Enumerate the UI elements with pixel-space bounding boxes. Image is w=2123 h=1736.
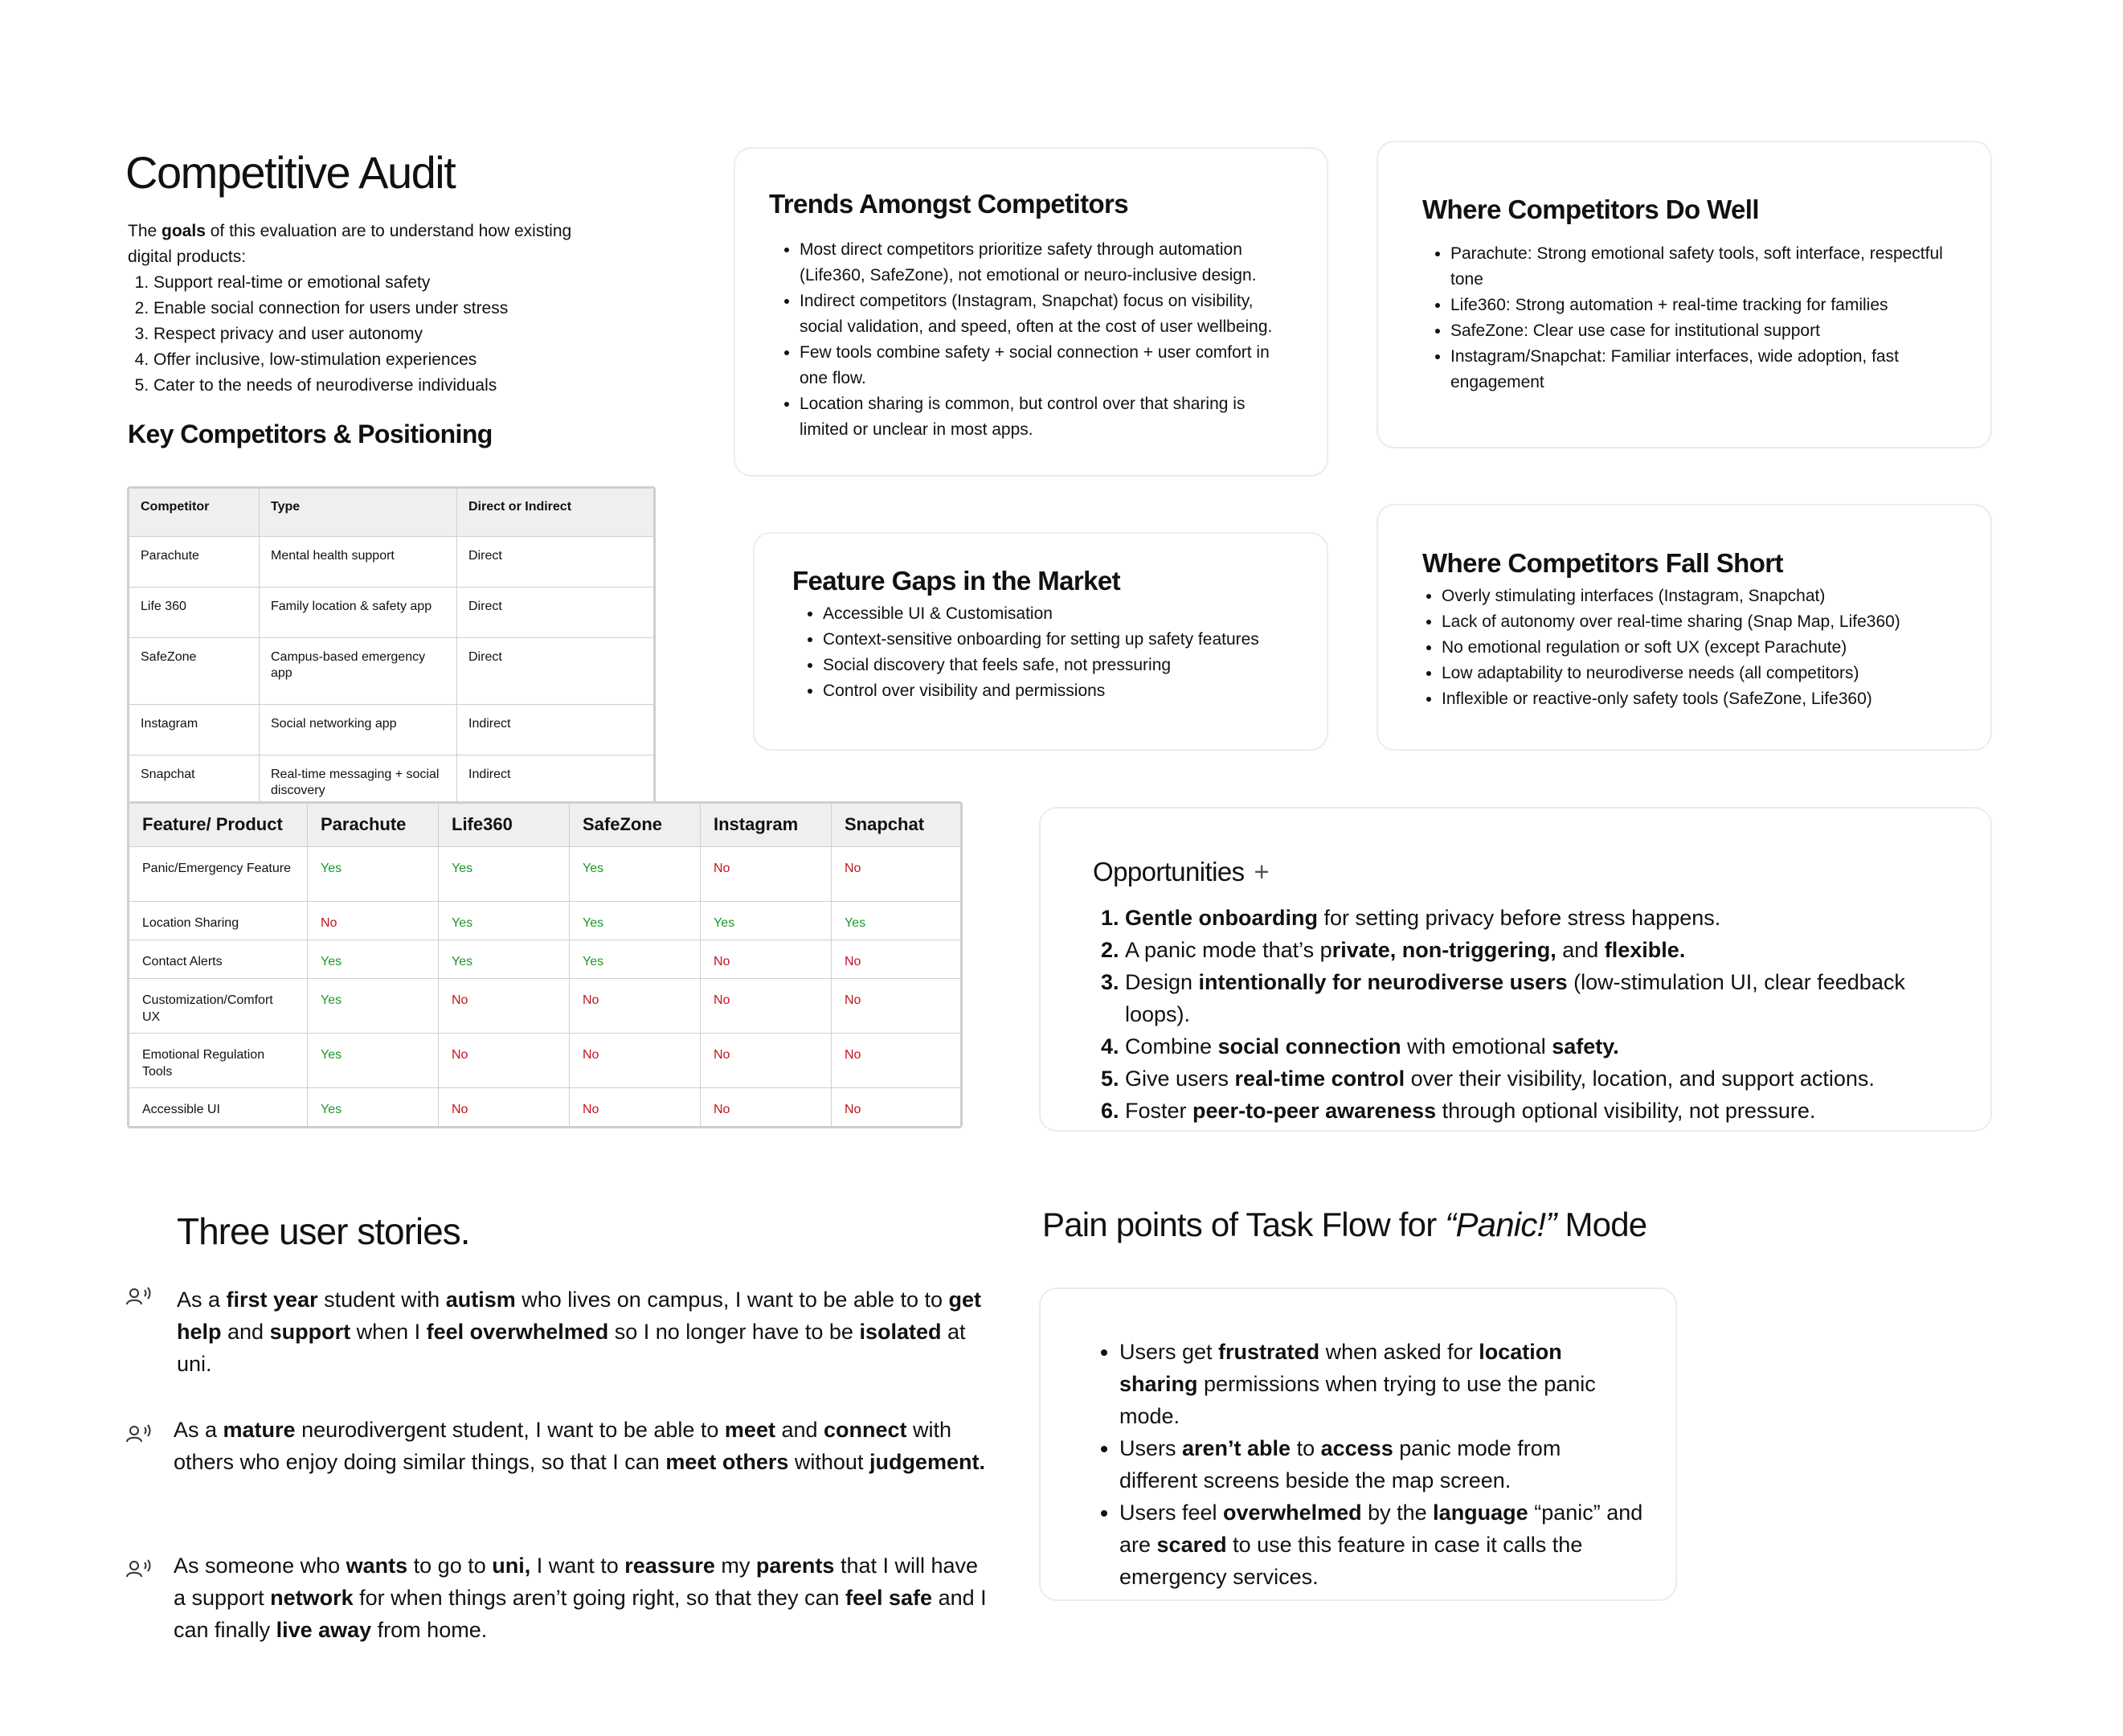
text-run: to go to	[407, 1554, 493, 1578]
table-cell: Snapchat	[129, 755, 260, 822]
feature-cell: Accessible UI	[129, 1088, 308, 1127]
value-cell: No	[832, 1034, 961, 1088]
table-row	[129, 979, 961, 1034]
value-cell: Yes	[308, 1088, 439, 1127]
value-cell: Yes	[439, 902, 570, 940]
text-run: from home.	[371, 1618, 488, 1642]
goals-intro-bold: goals	[162, 222, 206, 240]
emphasis-text: peer-to-peer awareness	[1192, 1099, 1437, 1123]
list-item: • Control over visibility and permissions	[823, 678, 1295, 704]
text-run: my	[714, 1554, 756, 1578]
list-item	[1125, 1095, 1958, 1127]
value-cell: Yes	[832, 902, 961, 940]
value-cell: Yes	[439, 847, 570, 902]
goal-item: 4. Offer inclusive, low-stimulation experiences	[153, 347, 610, 373]
goal-item: 1. Support real-time or emotional safety	[153, 270, 610, 296]
feature-gaps-list	[792, 601, 1295, 704]
text-run: As a	[174, 1418, 223, 1442]
list-item: • Most direct competitors prioritize safety through automation (Life360, SafeZone), not emotional or neuro-inclusive design.	[800, 237, 1295, 289]
text-run: Combine	[1125, 1034, 1218, 1058]
user-story	[177, 1284, 996, 1380]
list-item	[1125, 1030, 1958, 1062]
emphasis-text: overwhelmed	[1223, 1501, 1362, 1525]
card-title: Trends Amongst Competitors	[769, 189, 1129, 219]
goals-intro-pre: The	[128, 222, 162, 240]
text-run: over their visibility, location, and support actions.	[1405, 1067, 1875, 1091]
emphasis-text: access	[1320, 1436, 1393, 1460]
value-cell: No	[308, 902, 439, 940]
list-item: • Inflexible or reactive-only safety tools (SafeZone, Life360)	[1442, 686, 1958, 712]
text-run: As someone who	[174, 1554, 346, 1578]
value-cell: No	[832, 847, 961, 902]
text-run: for when things aren’t going right, so that they can	[353, 1586, 845, 1610]
feature-comparison-table	[127, 801, 963, 1128]
list-item: • Context-sensitive onboarding for setting up safety features	[823, 627, 1295, 653]
list-item	[1125, 902, 1958, 934]
text-run: for setting privacy before stress happens.	[1318, 906, 1721, 930]
table-row	[129, 537, 654, 588]
table-header: Snapchat	[832, 804, 961, 847]
emphasis-text: flexible.	[1604, 938, 1686, 962]
value-cell: No	[832, 1088, 961, 1127]
table-cell: Instagram	[129, 705, 260, 755]
list-item: • Few tools combine safety + social connection + user comfort in one flow.	[800, 340, 1295, 391]
emphasis-text: network	[270, 1586, 354, 1610]
list-item: • No emotional regulation or soft UX (except Parachute)	[1442, 635, 1958, 661]
table-header: Parachute	[308, 804, 439, 847]
emphasis-text: get help	[177, 1288, 982, 1344]
table-row	[129, 638, 654, 705]
user-story	[174, 1550, 993, 1646]
list-item: • Parachute: Strong emotional safety tools, soft interface, respectful tone	[1450, 241, 1958, 293]
text-run: to	[1291, 1436, 1321, 1460]
value-cell: Yes	[570, 902, 701, 940]
table-cell: Direct	[457, 638, 654, 705]
emphasis-text: wants	[346, 1554, 408, 1578]
pain-points-card	[1039, 1288, 1677, 1601]
value-cell: No	[570, 979, 701, 1034]
pain-points-list	[1089, 1336, 1643, 1593]
goals-list	[128, 270, 610, 399]
value-cell: Yes	[701, 902, 832, 940]
value-cell: Yes	[308, 979, 439, 1034]
table-row	[129, 847, 961, 902]
table-cell: Real-time messaging + social discovery	[260, 755, 457, 822]
user-stories-heading: Three user stories.	[177, 1210, 470, 1252]
list-item: • Lack of autonomy over real-time sharing (Snap Map, Life360)	[1442, 609, 1958, 635]
list-item: • Indirect competitors (Instagram, Snapchat) focus on visibility, social validation, and speed, often at the cost of user wellbeing.	[800, 289, 1295, 340]
text-run: panic mode from different screens beside the map screen.	[1119, 1436, 1561, 1492]
emphasis-text: uni,	[492, 1554, 531, 1578]
text-run: Users	[1119, 1436, 1183, 1460]
text-run: so I no longer have to be	[608, 1320, 860, 1344]
table-header: Direct or Indirect	[457, 489, 654, 537]
value-cell: Yes	[570, 847, 701, 902]
value-cell: No	[570, 1034, 701, 1088]
table-header-row	[129, 489, 654, 537]
text-run: through optional visibility, not pressure.	[1436, 1099, 1816, 1123]
list-item	[1125, 966, 1958, 1030]
card-title: Where Competitors Do Well	[1422, 194, 1759, 224]
pain-heading-pre: Pain points of Task Flow for	[1042, 1206, 1446, 1243]
value-cell: Yes	[308, 940, 439, 979]
table-cell: Campus-based emergency app	[260, 638, 457, 705]
table-cell: Family location & safety app	[260, 588, 457, 638]
emphasis-text: reassure	[624, 1554, 715, 1578]
table-row	[129, 588, 654, 638]
table-cell: Direct	[457, 588, 654, 638]
emphasis-text: social connection	[1217, 1034, 1401, 1058]
table-row	[129, 940, 961, 979]
goals-intro	[128, 219, 610, 270]
text-run: with others who enjoy doing similar things, so that I can	[174, 1418, 952, 1474]
user-voice-icon	[125, 1559, 153, 1580]
emphasis-text: isolated	[859, 1320, 942, 1344]
text-run: at uni.	[177, 1320, 966, 1376]
table-header: Competitor	[129, 489, 260, 537]
table-header: Instagram	[701, 804, 832, 847]
opportunities-list	[1093, 902, 1958, 1127]
value-cell: No	[439, 1088, 570, 1127]
text-run: to use this feature in case it calls the emergency services.	[1119, 1533, 1583, 1589]
emphasis-text: rivate, non-triggering,	[1331, 938, 1556, 962]
value-cell: No	[701, 1034, 832, 1088]
text-run: Give users	[1125, 1067, 1235, 1091]
trends-card	[734, 147, 1328, 477]
emphasis-text: first year	[226, 1288, 318, 1312]
value-cell: Yes	[308, 847, 439, 902]
feature-gaps-card	[753, 532, 1328, 751]
feature-cell: Contact Alerts	[129, 940, 308, 979]
emphasis-text: parents	[755, 1554, 835, 1578]
text-run: and I can finally	[174, 1586, 987, 1642]
opportunities-title: Opportunities	[1093, 857, 1245, 886]
text-run: when asked for	[1319, 1340, 1479, 1364]
table-cell: Social networking app	[260, 705, 457, 755]
list-item	[1125, 934, 1958, 966]
value-cell: No	[439, 979, 570, 1034]
emphasis-text: support	[269, 1320, 351, 1344]
value-cell: No	[701, 940, 832, 979]
table-header: Feature/ Product	[129, 804, 308, 847]
trends-list	[769, 237, 1295, 443]
value-cell: Yes	[308, 1034, 439, 1088]
text-run: and	[221, 1320, 270, 1344]
user-voice-icon	[125, 1424, 153, 1445]
table-cell: SafeZone	[129, 638, 260, 705]
list-item	[1119, 1432, 1643, 1496]
goals-intro-post: of this evaluation are to understand how existing digital products:	[128, 222, 572, 266]
list-item: • SafeZone: Clear use case for institutional support	[1450, 318, 1958, 344]
key-competitors-table	[127, 486, 656, 824]
text-run: As a	[177, 1288, 227, 1312]
text-run: student with	[317, 1288, 446, 1312]
text-run: Users feel	[1119, 1501, 1224, 1525]
list-item: • Overly stimulating interfaces (Instagram, Snapchat)	[1442, 583, 1958, 609]
text-run: neurodivergent student, I want to be able to	[295, 1418, 725, 1442]
competitors-fall-short-card	[1376, 504, 1992, 751]
text-run: (low-stimulation UI, clear feedback loops).	[1125, 970, 1905, 1026]
feature-cell: Location Sharing	[129, 902, 308, 940]
emphasis-text: autism	[445, 1288, 516, 1312]
plus-icon: +	[1254, 857, 1270, 886]
value-cell: No	[701, 979, 832, 1034]
emphasis-text: intentionally for neurodiverse users	[1198, 970, 1568, 994]
emphasis-text: mature	[223, 1418, 296, 1442]
card-title: Where Competitors Fall Short	[1422, 548, 1783, 578]
goal-item: 5. Cater to the needs of neurodiverse individuals	[153, 373, 610, 399]
list-item	[1119, 1336, 1643, 1432]
list-item: • Accessible UI & Customisation	[823, 601, 1295, 627]
table-row	[129, 705, 654, 755]
text-run: I want to	[530, 1554, 625, 1578]
text-run: with emotional	[1401, 1034, 1552, 1058]
emphasis-text: judgement.	[869, 1450, 985, 1474]
list-item: • Instagram/Snapchat: Familiar interfaces, wide adoption, fast engagement	[1450, 344, 1958, 395]
value-cell: No	[701, 847, 832, 902]
text-run: permissions when trying to use the panic mode.	[1119, 1372, 1596, 1428]
feature-cell: Emotional Regulation Tools	[129, 1034, 308, 1088]
text-run: by the	[1361, 1501, 1434, 1525]
value-cell: Yes	[439, 940, 570, 979]
text-run: that I will have a support	[174, 1554, 979, 1610]
emphasis-text: connect	[824, 1418, 907, 1442]
user-voice-icon	[125, 1287, 153, 1308]
value-cell: No	[832, 940, 961, 979]
emphasis-text: language	[1433, 1501, 1528, 1525]
text-run: A panic mode that’s p	[1125, 938, 1332, 962]
card-title	[1093, 857, 1958, 887]
list-item: • Low adaptability to neurodiverse needs (all competitors)	[1442, 661, 1958, 686]
table-header-row	[129, 804, 961, 847]
table-header: Life360	[439, 804, 570, 847]
fall-short-list	[1422, 583, 1958, 712]
text-run: who lives on campus, I want to be able to to	[515, 1288, 949, 1312]
table-cell: Indirect	[457, 705, 654, 755]
emphasis-text: feel overwhelmed	[426, 1320, 609, 1344]
emphasis-text: safety.	[1552, 1034, 1619, 1058]
feature-cell: Customization/Comfort UX	[129, 979, 308, 1034]
list-item	[1125, 1062, 1958, 1095]
table-row	[129, 1034, 961, 1088]
pain-points-heading	[1042, 1206, 1646, 1244]
emphasis-text: meet	[724, 1418, 775, 1442]
text-run: when I	[350, 1320, 427, 1344]
pain-heading-post: Mode	[1556, 1206, 1647, 1243]
table-cell: Direct	[457, 537, 654, 588]
feature-cell: Panic/Emergency Feature	[129, 847, 308, 902]
text-run: without	[788, 1450, 869, 1474]
list-item: • Social discovery that feels safe, not pressuring	[823, 653, 1295, 678]
value-cell: No	[439, 1034, 570, 1088]
emphasis-text: feel safe	[845, 1586, 933, 1610]
text-run: and	[1556, 938, 1605, 962]
goal-item: 2. Enable social connection for users under stress	[153, 296, 610, 321]
value-cell: No	[832, 979, 961, 1034]
emphasis-text: aren’t able	[1182, 1436, 1291, 1460]
text-run: Design	[1125, 970, 1199, 994]
key-competitors-heading: Key Competitors & Positioning	[128, 420, 493, 448]
text-run: Foster	[1125, 1099, 1193, 1123]
opportunities-card	[1039, 807, 1992, 1132]
table-cell: Life 360	[129, 588, 260, 638]
card-title: Feature Gaps in the Market	[792, 566, 1121, 596]
table-cell: Parachute	[129, 537, 260, 588]
user-story	[174, 1414, 993, 1478]
list-item	[1119, 1496, 1643, 1593]
table-header: Type	[260, 489, 457, 537]
value-cell: Yes	[570, 940, 701, 979]
emphasis-text: scared	[1156, 1533, 1227, 1557]
table-header: SafeZone	[570, 804, 701, 847]
emphasis-text: frustrated	[1218, 1340, 1320, 1364]
text-run: Users get	[1119, 1340, 1219, 1364]
goal-item: 3. Respect privacy and user autonomy	[153, 321, 610, 347]
list-item: • Location sharing is common, but control over that sharing is limited or unclear in most apps.	[800, 391, 1295, 443]
emphasis-text: real-time control	[1234, 1067, 1405, 1091]
text-run: “panic” and are	[1119, 1501, 1643, 1557]
do-well-list	[1422, 241, 1958, 395]
value-cell: No	[701, 1088, 832, 1127]
table-cell: Indirect	[457, 755, 654, 822]
goals-section	[128, 219, 610, 399]
text-run: and	[775, 1418, 824, 1442]
table-cell: Mental health support	[260, 537, 457, 588]
pain-heading-italic: “Panic!”	[1445, 1206, 1556, 1243]
list-item: • Life360: Strong automation + real-time tracking for families	[1450, 293, 1958, 318]
emphasis-text: location sharing	[1119, 1340, 1562, 1396]
emphasis-text: live away	[276, 1618, 372, 1642]
table-row	[129, 902, 961, 940]
emphasis-text: Gentle onboarding	[1125, 906, 1318, 930]
emphasis-text: meet others	[665, 1450, 789, 1474]
value-cell: No	[570, 1088, 701, 1127]
table-row	[129, 1088, 961, 1127]
competitors-do-well-card	[1376, 141, 1992, 448]
page-title: Competitive Audit	[125, 147, 456, 198]
